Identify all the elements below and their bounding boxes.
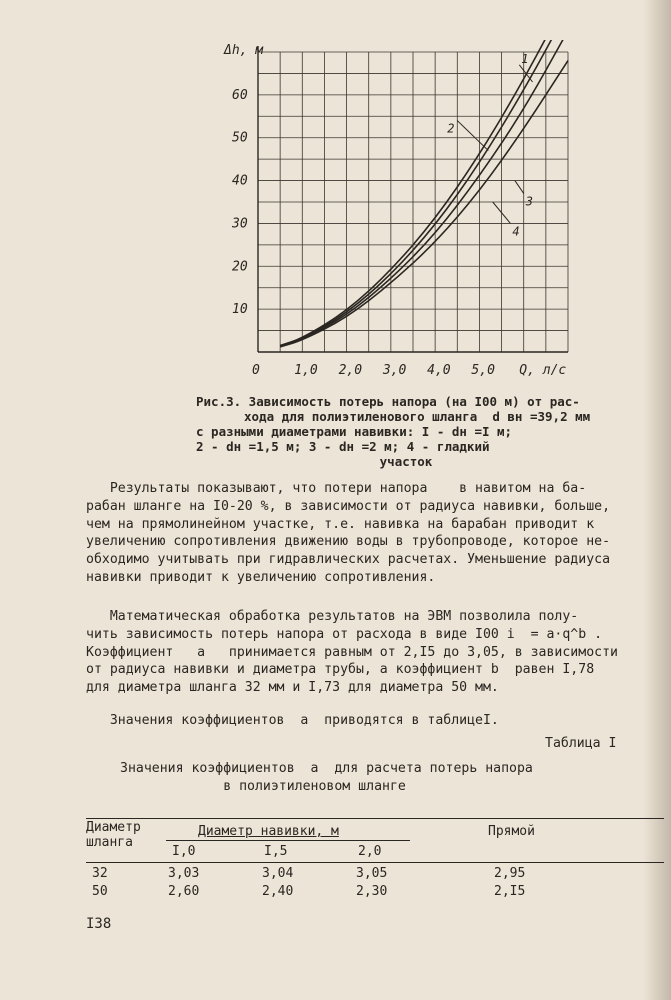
x-tick-label: 0 [252, 363, 260, 378]
table-cell: 3,04 [262, 866, 294, 881]
series-curve-2 [280, 40, 568, 346]
y-tick-label: 60 [232, 87, 248, 103]
curve-label: 1 [521, 51, 529, 66]
head-loss-chart [210, 40, 590, 390]
text-line: Результаты показывают, что потери напора в навитом на ба- [86, 481, 587, 496]
y-axis-label: Δh, м [224, 43, 264, 58]
table-label: Таблица I [545, 736, 617, 751]
table-cell: 3,05 [356, 866, 388, 881]
table-header-winding: Диаметр навивки, м [198, 824, 339, 839]
table-cell: 50 [92, 884, 108, 899]
table-subheader: I,0 [172, 844, 196, 859]
table-cell: 2,I5 [494, 884, 526, 899]
curve-label: 2 [447, 121, 455, 136]
x-tick-label: 2,0 [338, 363, 363, 378]
curve-label: 4 [512, 224, 520, 239]
table-header-bottom-rule [86, 862, 664, 863]
text-line: для диаметра шланга 32 мм и I,73 для диаметра 50 мм. [86, 680, 499, 696]
text-line: Коэффициент a принимается равным от 2,I5 до 3,05, в зависимости [86, 644, 618, 660]
table-header-straight: Прямой [488, 824, 535, 839]
page-number: I38 [86, 916, 112, 932]
curve-leader-line [457, 121, 488, 151]
table-header-hose: Диаметр [86, 820, 141, 835]
table-caption-line: Значения коэффициентов a для расчета потерь напора [120, 761, 533, 776]
x-axis-label: Q, л/с [519, 363, 567, 378]
table-cell: 3,03 [168, 866, 200, 881]
text-line: чем на прямолинейном участке, т.е. навивка на барабан приводит к [86, 516, 595, 532]
table-cell: 2,95 [494, 866, 526, 881]
table-top-rule [86, 818, 664, 819]
text-line: Математическая обработка результатов на ЭВМ позволила полу- [86, 609, 579, 624]
table-cell: 2,60 [168, 884, 200, 899]
y-tick-label: 40 [232, 173, 248, 189]
table-caption-line: в полиэтиленовом шланге [120, 778, 406, 794]
table-header-hose: шланга [86, 835, 133, 850]
text-line: чить зависимость потерь напора от расхода в виде I00 i = a·q^b . [86, 626, 603, 642]
x-tick-label: 3,0 [382, 363, 407, 378]
y-tick-label: 30 [232, 216, 248, 232]
table-subheader-rule [166, 840, 410, 841]
text-line: Значения коэффициентов a приводятся в таблицеI. [86, 713, 499, 728]
paragraph-results [86, 480, 654, 587]
caption-line: ходa для полиэтиленового шланга d вн =39,2 мм [244, 409, 591, 424]
text-line: увеличению сопротивления движению воды в трубопроводе, которое не- [86, 534, 611, 550]
text-line: от радиуса навивки и диаметра трубы, а коэффициент b равен I,78 [86, 662, 595, 678]
chart-series [280, 40, 568, 347]
text-line: рабан шланге на I0-20 %, в зависимости от радиуса навивки, больше, [86, 498, 611, 514]
table-subheader: 2,0 [358, 844, 382, 859]
figure-caption [196, 394, 616, 469]
caption-line: участок [379, 454, 433, 469]
table-cell: 32 [92, 866, 108, 881]
table-caption [120, 760, 620, 796]
series-curve-1 [280, 40, 568, 346]
paragraph-math [86, 608, 654, 697]
x-tick-label: 5,0 [471, 363, 495, 378]
caption-line: Рис.3. Зависимость потерь напора (на I00 м) от рас- [196, 394, 580, 409]
curve-leader-line [515, 181, 524, 194]
table-cell: 2,30 [356, 884, 388, 899]
y-tick-label: 50 [232, 130, 248, 146]
table-subheader: I,5 [264, 844, 288, 859]
chart-grid [258, 52, 568, 352]
caption-line: с разными диаметрами навивки: I - dн =I м; [196, 424, 513, 439]
caption-line: 2 - dн =1,5 м; 3 - dн =2 м; 4 - гладкий [196, 439, 490, 454]
y-tick-label: 10 [232, 302, 248, 318]
x-tick-label: 4,0 [427, 363, 451, 378]
y-tick-label: 20 [232, 259, 248, 275]
x-tick-label: 1,0 [294, 363, 318, 378]
text-line: навивки приводит к увеличению сопротивления. [86, 569, 436, 585]
paragraph-table-ref [86, 712, 654, 730]
table-cell: 2,40 [262, 884, 294, 899]
text-line: обходимо учитывать при гидравлических расчетах. Уменьшение радиуса [86, 552, 611, 568]
curve-label: 3 [525, 194, 533, 209]
